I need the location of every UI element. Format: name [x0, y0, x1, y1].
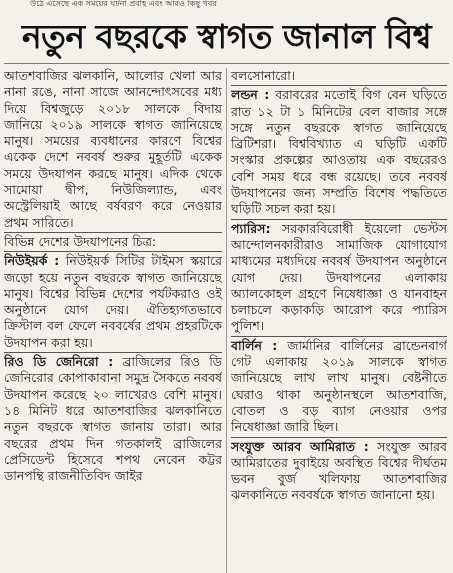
uae-body: সংযুক্ত আরব আমিরাতের দুবাইয়ে অবস্থিত বিশ্বের দীর্ঘতম ভবন বুর্জ খলিফায় আতশবাজির ঝলকানিতে নববর্ষকে স্বাগত জানানো হয়।	[231, 438, 447, 503]
uae-section	[231, 439, 447, 504]
new-york-title: নিউইয়র্ক :	[4, 253, 60, 269]
section-divider	[231, 219, 447, 220]
berlin-body: জার্মানির বার্লিনের ব্রান্ডেনবার্গ গেট এলাকায় ২০১৯ সালকে স্বাগত জানিয়েছে লাখ লাখ মানুষ। বেষ্টনীতে ঘেরাও থাকা অনুষ্ঠানস্থলে আতশবাজি, বোতল ও বড় ব্যাগ নেওয়ার ওপর নিষেধাজ্ঞা জারি ছিল।	[231, 337, 447, 435]
london-title: লন্ডন :	[231, 87, 270, 103]
london-section	[231, 87, 447, 217]
section-divider	[231, 437, 447, 438]
right-column	[231, 68, 447, 573]
rio-title: রিও ডি জেনিরো :	[4, 354, 114, 370]
paris-title: প্যারিস:	[231, 220, 271, 236]
section-divider	[4, 232, 222, 233]
section-divider	[231, 85, 447, 86]
berlin-title: বার্লিন :	[231, 337, 278, 353]
column-divider	[226, 68, 227, 573]
previous-article-tail: উঠে এসেছে এক সময়ের ঘটনা প্রবাহ এবং আরও কিছু খবর	[30, 0, 217, 8]
berlin-section	[231, 338, 447, 436]
headline: নতুন বছরকে স্বাগত জানাল বিশ্ব	[21, 17, 432, 56]
uae-title: সংযুক্ত আরব আমিরাত :	[231, 438, 369, 454]
rio-body: ব্রাজিলের রিও ডি জেনিরোর কোপাকাবানা সমুদ্র সৈকতে নববর্ষ উদযাপন করেছে ২০ লাখেরও বেশি মানুষ। ১৪ মিনিট ধরে আতশবাজির ঝলকানিতে নতুন বছরকে স্বাগত জানায় তারা। আর বছরের প্রথম দিন গতকালই ব্রাজিলের প্রেসিডেন্ট হিসেবে শপথ নেবেন কট্টর ডানপন্থি রাজনীতিবিদ জাইর	[4, 354, 222, 484]
left-column	[4, 68, 222, 573]
list-heading: বিভিন্ন দেশের উদযাপনের চিত্র:	[4, 233, 157, 249]
new-york-section	[4, 253, 222, 351]
london-body: বরাবরের মতোই বিগ বেন ঘড়িতে রাত ১২ টা ১ মিনিটের বেল বাজার সঙ্গে সঙ্গে নতুন বছরকে স্বাগত জানিয়েছে ব্রিটিশরা। বিশ্ববিখ্যাত এ ঘড়িটি একটি সংস্কার প্রকল্পের আওতায় এক বছরেরও বেশি সময় ধরে বন্ধ রয়েছে। তবে নববর্ষ উদযাপনের জন্য সম্প্রতি বিশেষ পদ্ধতিতে ঘড়িটি সচল করা হয়।	[231, 87, 447, 217]
rio-section	[4, 354, 222, 484]
headline-rule	[4, 63, 449, 64]
continued-text: বলসোনারো।	[231, 68, 296, 83]
section-divider	[231, 336, 447, 337]
paris-body: সরকারবিরোধী ইয়েলো ভেস্টস আন্দোলনকারীরাও সামাজিক যোগাযোগ মাধ্যমের মধ্যদিয়ে নববর্ষ উদযাপন অনুষ্ঠানে যোগ দেয়। উদযাপনের এলাকায় অ্যালকোহল গ্রহণে নিষেধাজ্ঞা ও যানবাহন চলাচলে কড়াকড়ি আরোপ করে প্যারিস পুলিশ।	[231, 220, 447, 334]
section-divider	[4, 352, 222, 353]
intro-paragraph: আতশবাজির ঝলকানি, আলোর খেলা আর নানা রঙে, নানা সাজে আনন্দোৎসবের মধ্য দিয়ে বিশ্বজুড়ে ২০১৮ সালকে বিদায় জানিয়ে ২০১৯ সালকে স্বাগত জানিয়েছে মানুষ। সময়ের ব্যবধানের কারণে বিশ্বের একেক দেশে নববর্ষ শুরুর মুহূর্তটি একেক সময়ে উদযাপন করছে মানুষ। এদিক থেকে সামোয়া দ্বীপ, নিউজিল্যান্ড, এবং অস্ট্রেলিয়াই আছে বর্ষবরণ করে নেওয়ার প্রথম সারিতে।	[4, 68, 222, 230]
new-york-body: নিউইয়র্ক সিটির টাইমস স্কয়ারে জড়ো হয়ে নতুন বছরকে স্বাগত জানিয়েছে মানুষ। বিশ্বের বিভিন্ন দেশের পর্যটকরাও ওই অনুষ্ঠানে যোগ দেয়। ঐতিহ্যগতভাবে ক্রিস্টাল বল ফেলে নববর্ষের প্রথম প্রহরটিকে উদযাপন করা হয়।	[4, 253, 222, 350]
paris-section	[231, 221, 447, 335]
